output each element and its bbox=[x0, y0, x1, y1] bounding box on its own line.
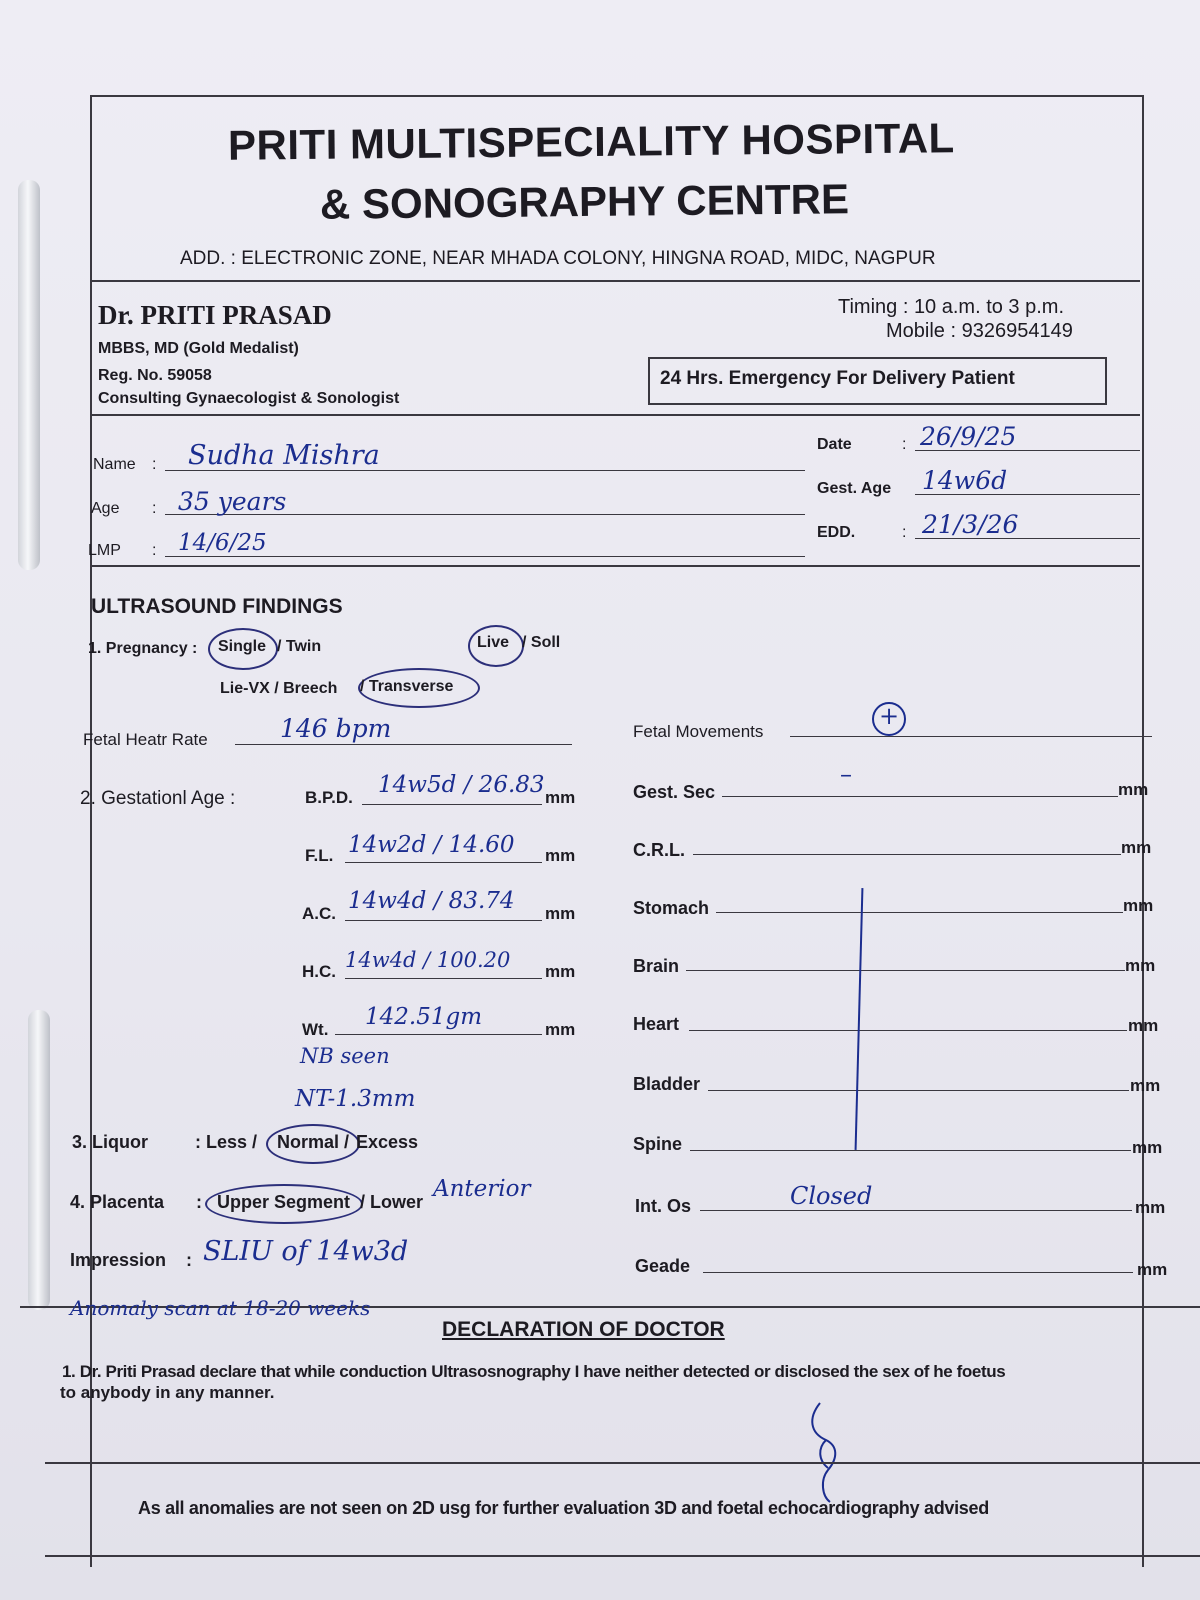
ga-label: 2. Gestationl Age : bbox=[80, 788, 236, 809]
patient-divider bbox=[90, 565, 1140, 567]
edd-value: 21/3/26 bbox=[922, 510, 1019, 539]
hc-value: 14w4d / 100.20 bbox=[345, 948, 511, 972]
crl-line bbox=[693, 854, 1121, 855]
fhr-line bbox=[235, 744, 572, 745]
name-colon: : bbox=[152, 456, 157, 473]
liquor-excess: Excess bbox=[356, 1132, 419, 1152]
fhr-label: Fetal Heatr Rate bbox=[83, 730, 208, 749]
placenta-lower: / Lower bbox=[360, 1192, 424, 1212]
binder-clip-top bbox=[18, 180, 40, 570]
patient-name-value: Sudha Mishra bbox=[188, 440, 380, 471]
pregnancy-label: 1. Pregnancy : bbox=[88, 640, 198, 657]
fetal-movements-value: + bbox=[879, 702, 900, 730]
ac-value: 14w4d / 83.74 bbox=[348, 888, 515, 914]
date-label: Date bbox=[817, 436, 852, 453]
stomach-label: Stomach bbox=[633, 898, 710, 918]
declaration-divider bbox=[45, 1462, 1200, 1464]
findings-heading: ULTRASOUND FINDINGS bbox=[91, 595, 343, 618]
wt-unit: mm bbox=[545, 1020, 576, 1039]
wt-line bbox=[335, 1034, 542, 1035]
binder-clip-bottom bbox=[28, 1010, 50, 1310]
brain-line bbox=[686, 970, 1125, 971]
edd-label: EDD. bbox=[817, 524, 856, 541]
report-date-value: 26/9/25 bbox=[920, 422, 1017, 451]
age-label: Age bbox=[91, 500, 120, 517]
bladder-unit: mm bbox=[1130, 1076, 1161, 1095]
liquor-normal: Normal / bbox=[277, 1132, 350, 1152]
gest-sec-unit: mm bbox=[1118, 780, 1149, 799]
liquor-less: : Less / bbox=[195, 1132, 258, 1152]
fl-value: 14w2d / 14.60 bbox=[348, 832, 515, 858]
gest-sec-label: Gest. Sec bbox=[633, 782, 716, 802]
lmp-label: LMP bbox=[88, 542, 121, 559]
emergency-text: 24 Hrs. Emergency For Delivery Patient bbox=[660, 368, 1015, 389]
pregnancy-soil: / Soll bbox=[522, 634, 561, 651]
heart-label: Heart bbox=[633, 1014, 680, 1034]
placenta-upper: Upper Segment bbox=[217, 1192, 351, 1212]
bpd-label: B.P.D. bbox=[305, 788, 353, 807]
spine-line bbox=[690, 1150, 1131, 1151]
brain-label: Brain bbox=[633, 956, 680, 976]
stomach-line bbox=[716, 912, 1123, 913]
hc-line bbox=[345, 978, 542, 979]
name-label: Name bbox=[93, 456, 136, 473]
heart-line bbox=[689, 1030, 1127, 1031]
pregnancy-live: Live bbox=[477, 634, 510, 651]
bladder-line bbox=[708, 1090, 1129, 1091]
geade-label: Geade bbox=[635, 1256, 691, 1276]
crl-unit: mm bbox=[1121, 838, 1152, 857]
ac-label: A.C. bbox=[302, 904, 336, 923]
spine-unit: mm bbox=[1132, 1138, 1163, 1157]
doctor-signature bbox=[798, 1398, 858, 1508]
declaration-text-line1: 1. Dr. Priti Prasad declare that while conduction Ultrasosnography I have neither detected or disclosed the sex of he foetus bbox=[62, 1362, 1006, 1381]
fl-label: F.L. bbox=[305, 846, 334, 865]
lie-transverse: / Transverse bbox=[360, 678, 454, 695]
lmp-line bbox=[165, 556, 805, 557]
placenta-colon: : bbox=[196, 1192, 202, 1212]
fhr-value: 146 bpm bbox=[280, 714, 392, 743]
brain-unit: mm bbox=[1125, 956, 1156, 975]
impression-value: SLIU of 14w3d bbox=[203, 1236, 409, 1267]
geade-unit: mm bbox=[1137, 1260, 1168, 1279]
doctor-title: Consulting Gynaecologist & Sonologist bbox=[98, 390, 400, 407]
gest-sec-line bbox=[722, 796, 1118, 797]
header-divider bbox=[90, 280, 1140, 282]
fl-line bbox=[345, 862, 542, 863]
impression-label: Impression bbox=[70, 1250, 167, 1270]
fetal-movements-label: Fetal Movements bbox=[633, 722, 764, 741]
declaration-text-line2: to anybody in any manner. bbox=[60, 1383, 275, 1402]
pregnancy-single: Single bbox=[218, 638, 267, 655]
doctor-reg: Reg. No. 59058 bbox=[98, 367, 212, 384]
fetal-movements-line bbox=[790, 736, 1152, 737]
bpd-unit: mm bbox=[545, 788, 576, 807]
clinic-mobile: Mobile : 9326954149 bbox=[886, 320, 1073, 342]
anomaly-scan-note: Anomaly scan at 18-20 weeks bbox=[70, 1296, 371, 1320]
edd-colon: : bbox=[902, 524, 907, 541]
nb-note: NB seen bbox=[300, 1044, 390, 1068]
hospital-name: PRITI MULTISPECIALITY HOSPITAL bbox=[227, 114, 955, 169]
bpd-value: 14w5d / 26.83 bbox=[378, 772, 545, 798]
gest-sec-value: – bbox=[840, 760, 852, 788]
int-os-label: Int. Os bbox=[635, 1196, 692, 1216]
hospital-subtitle: & SONOGRAPHY CENTRE bbox=[319, 175, 850, 228]
doctor-name: Dr. PRITI PRASAD bbox=[98, 300, 332, 330]
declaration-heading: DECLARATION OF DOCTOR bbox=[442, 1318, 725, 1341]
nt-note: NT-1.3mm bbox=[295, 1086, 416, 1112]
fl-unit: mm bbox=[545, 846, 576, 865]
impression-colon: : bbox=[186, 1250, 192, 1270]
bottom-border bbox=[45, 1555, 1200, 1557]
spine-label: Spine bbox=[633, 1134, 683, 1154]
placenta-note: Anterior bbox=[433, 1176, 531, 1202]
stomach-unit: mm bbox=[1123, 896, 1154, 915]
pregnancy-twin: / Twin bbox=[277, 638, 322, 655]
hc-label: H.C. bbox=[302, 962, 336, 981]
gest-age-label: Gest. Age bbox=[817, 480, 892, 497]
lmp-colon: : bbox=[152, 542, 157, 559]
clinic-timing: Timing : 10 a.m. to 3 p.m. bbox=[838, 296, 1065, 318]
heart-unit: mm bbox=[1128, 1016, 1159, 1035]
bpd-line bbox=[362, 804, 542, 805]
hospital-address: ADD. : ELECTRONIC ZONE, NEAR MHADA COLONY, HINGNA ROAD, MIDC, NAGPUR bbox=[180, 248, 936, 269]
crl-label: C.R.L. bbox=[633, 840, 685, 860]
ac-unit: mm bbox=[545, 904, 576, 923]
doctor-divider bbox=[90, 414, 1140, 416]
age-colon: : bbox=[152, 500, 157, 517]
liquor-label: 3. Liquor bbox=[72, 1132, 148, 1152]
date-colon: : bbox=[902, 436, 907, 453]
footer-advice: As all anomalies are not seen on 2D usg for further evaluation 3D and foetal echocardiography advised bbox=[138, 1498, 989, 1518]
lie-options: Lie-VX / Breech bbox=[220, 680, 338, 697]
bladder-label: Bladder bbox=[633, 1074, 701, 1094]
placenta-label: 4. Placenta bbox=[70, 1192, 165, 1212]
wt-label: Wt. bbox=[302, 1020, 329, 1039]
patient-lmp-value: 14/6/25 bbox=[178, 530, 267, 556]
int-os-line bbox=[700, 1210, 1132, 1211]
int-os-value: Closed bbox=[790, 1182, 873, 1210]
hc-unit: mm bbox=[545, 962, 576, 981]
geade-line bbox=[703, 1272, 1133, 1273]
patient-age-value: 35 years bbox=[178, 487, 287, 516]
wt-value: 142.51gm bbox=[365, 1004, 483, 1030]
ac-line bbox=[345, 920, 542, 921]
int-os-unit: mm bbox=[1135, 1198, 1166, 1217]
doctor-degree: MBBS, MD (Gold Medalist) bbox=[98, 340, 299, 357]
gest-age-value: 14w6d bbox=[922, 466, 1008, 495]
